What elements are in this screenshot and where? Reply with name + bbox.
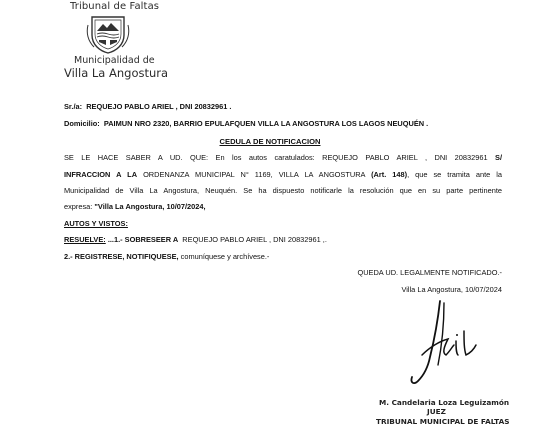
resuelve-bold: ...1.- SOBRESEER A	[107, 235, 179, 244]
body-text-2a: INFRACCION A LA	[64, 170, 138, 179]
body-line-3	[64, 186, 502, 195]
signer-name: M. Candelaria Loza Leguizamón	[379, 398, 510, 407]
domicilio-line	[64, 119, 428, 128]
signer-department: TRIBUNAL MUNICIPAL DE FALTAS	[376, 417, 510, 426]
autos-y-vistos: AUTOS Y VISTOS:	[64, 219, 128, 228]
body-line-2	[64, 170, 502, 179]
document-title: CEDULA DE NOTIFICACION	[219, 137, 321, 146]
body-text-3: Municipalidad de Villa La Angostura, Neuquén. Se ha dispuesto notificarle la resolución que en su parte pertinente	[64, 186, 502, 195]
resuelve-line	[64, 235, 327, 244]
registrese-line	[64, 252, 269, 261]
body-text-4a: expresa:	[64, 202, 93, 211]
recipient-value: REQUEJO PABLO ARIEL , DNI 20832961 .	[86, 102, 232, 111]
body-text-2b: ORDENANZA MUNICIPAL N° 1169, VILLA LA ANGOSTURA	[143, 170, 366, 179]
resuelve-text: REQUEJO PABLO ARIEL , DNI 20832961 ,.	[182, 235, 327, 244]
domicilio-value: PAIMUN NRO 2320, BARRIO EPULAFQUEN VILLA LA ANGOSTURA LOS LAGOS NEUQUÉN .	[103, 119, 429, 128]
registrese-text: comuníquese y archívese.-	[180, 252, 270, 261]
body-text-2c: (Art. 148)	[371, 170, 408, 179]
closing-date: Villa La Angostura, 10/07/2024	[401, 285, 502, 294]
tribunal-label: Tribunal de Faltas	[70, 1, 160, 12]
registrese-bold: 2.- REGISTRESE, NOTIFIQUESE,	[64, 252, 179, 261]
body-line-4	[64, 202, 206, 211]
city-label: Villa La Angostura	[64, 66, 169, 80]
recipient-line	[64, 102, 231, 111]
body-text-2d: , que se tramita ante la	[407, 170, 502, 179]
recipient-label: Sr./a:	[64, 102, 83, 111]
domicilio-label: Domicilio:	[64, 119, 100, 128]
signer-role: JUEZ	[427, 407, 446, 416]
handwritten-signature-icon	[400, 295, 495, 395]
municipal-seal-icon	[86, 11, 130, 55]
body-text-4b: "Villa La Angostura, 10/07/2024,	[94, 202, 206, 211]
body-line-1	[64, 153, 502, 162]
body-text-1a: SE LE HACE SABER A UD. QUE: En los autos caratulados: REQUEJO PABLO ARIEL , DNI 20832961	[64, 153, 488, 162]
municipalidad-label: Municipalidad de	[74, 55, 155, 66]
body-text-1b: S/	[495, 153, 502, 162]
resuelve-label: RESUELVE:	[64, 235, 106, 244]
notified-text: QUEDA UD. LEGALMENTE NOTIFICADO.-	[357, 268, 502, 277]
